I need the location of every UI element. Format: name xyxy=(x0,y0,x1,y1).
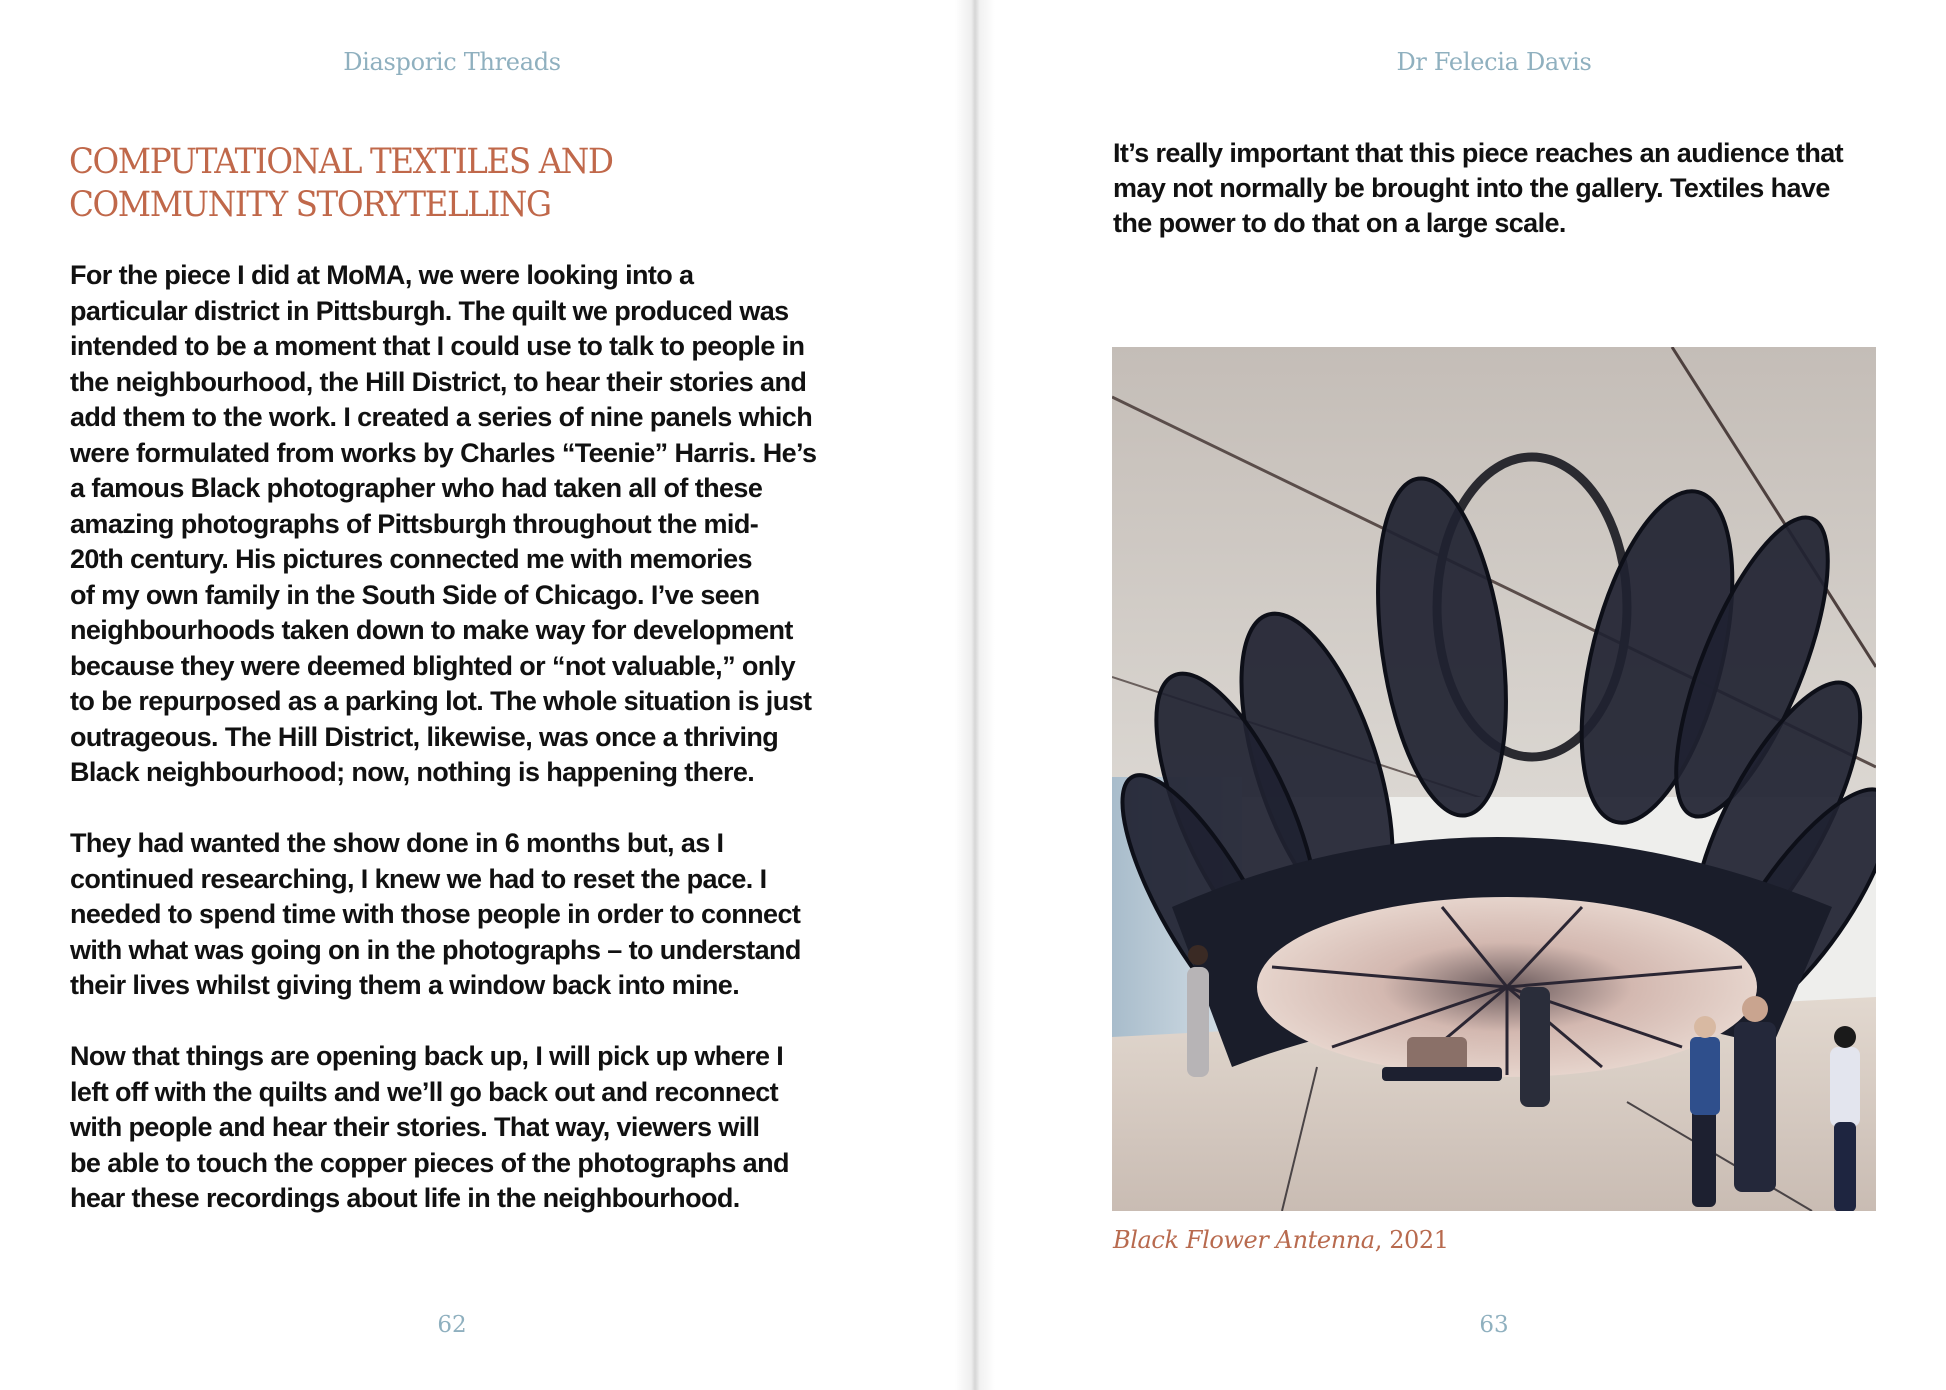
text-line: hear these recordings about life in the neighbourhood. xyxy=(70,1183,740,1213)
text-line: were formulated from works by Charles “Teenie” Harris. He’s xyxy=(70,437,817,468)
text-line: their lives whilst giving them a window back into mine. xyxy=(70,970,740,1000)
book-gutter-shadow xyxy=(955,0,995,1390)
artwork-photo xyxy=(1112,347,1876,1211)
text-line: with people and hear their stories. That way, viewers will xyxy=(70,1112,760,1142)
text-line: be able to touch the copper pieces of the photographs and xyxy=(70,1147,789,1178)
body-text xyxy=(70,258,860,1252)
text-line: the power to do that on a large scale. xyxy=(1113,208,1566,238)
running-head-author: Dr Felecia Davis xyxy=(1396,48,1592,76)
photo-caption xyxy=(1113,1226,1449,1254)
text-line: add them to the work. I created a series of nine panels which xyxy=(70,402,813,432)
page-number: 63 xyxy=(1479,1312,1509,1338)
text-line: Now that things are opening back up, I will pick up where I xyxy=(70,1041,784,1071)
text-line: intended to be a moment that I could use to talk to people in xyxy=(70,331,805,361)
text-line: It’s really important that this piece reaches an audience that xyxy=(1113,138,1844,168)
text-line: particular district in Pittsburgh. The quilt we produced was xyxy=(70,295,789,326)
pull-quote xyxy=(1113,136,1893,241)
text-line: For the piece I did at MoMA, we were looking into a xyxy=(70,260,694,290)
text-line: continued researching, I knew we had to reset the pace. I xyxy=(70,863,767,894)
paragraph xyxy=(70,1039,860,1217)
text-line: needed to spend time with those people in order to connect xyxy=(70,899,801,929)
sculpture-illustration xyxy=(1112,347,1876,1211)
text-line: amazing photographs of Pittsburgh throughout the mid- xyxy=(70,508,759,539)
paragraph xyxy=(70,258,860,791)
running-head-book-title: Diasporic Threads xyxy=(343,48,561,76)
page-number: 62 xyxy=(437,1312,467,1338)
text-line: may not normally be brought into the gallery. Textiles have xyxy=(1113,173,1830,203)
text-line: Black neighbourhood; now, nothing is happening there. xyxy=(70,757,755,787)
text-line: because they were deemed blighted or “not valuable,” only xyxy=(70,650,795,681)
artwork-title: Black Flower Antenna xyxy=(1113,1226,1375,1254)
text-line: a famous Black photographer who had taken all of these xyxy=(70,473,763,503)
text-line: with what was going on in the photographs – to understand xyxy=(70,934,801,965)
chapter-title xyxy=(69,141,646,227)
right-page xyxy=(975,0,1946,1390)
text-line: left off with the quilts and we’ll go back out and reconnect xyxy=(70,1076,779,1107)
text-line: outrageous. The Hill District, likewise, was once a thriving xyxy=(70,721,779,752)
text-line: 20th century. His pictures connected me with memories xyxy=(70,544,752,574)
paragraph xyxy=(70,826,860,1004)
text-line: They had wanted the show done in 6 months but, as I xyxy=(70,828,724,858)
text-line: the neighbourhood, the Hill District, to hear their stories and xyxy=(70,366,807,397)
chapter-title-line: COMPUTATIONAL TEXTILES AND xyxy=(69,142,613,182)
text-line: neighbourhoods taken down to make way for development xyxy=(70,615,793,645)
chapter-title-line: COMMUNITY STORYTELLING xyxy=(69,185,551,225)
text-line: to be repurposed as a parking lot. The whole situation is just xyxy=(70,686,812,716)
text-line: of my own family in the South Side of Chicago. I’ve seen xyxy=(70,579,760,610)
artwork-year: , 2021 xyxy=(1374,1226,1449,1254)
